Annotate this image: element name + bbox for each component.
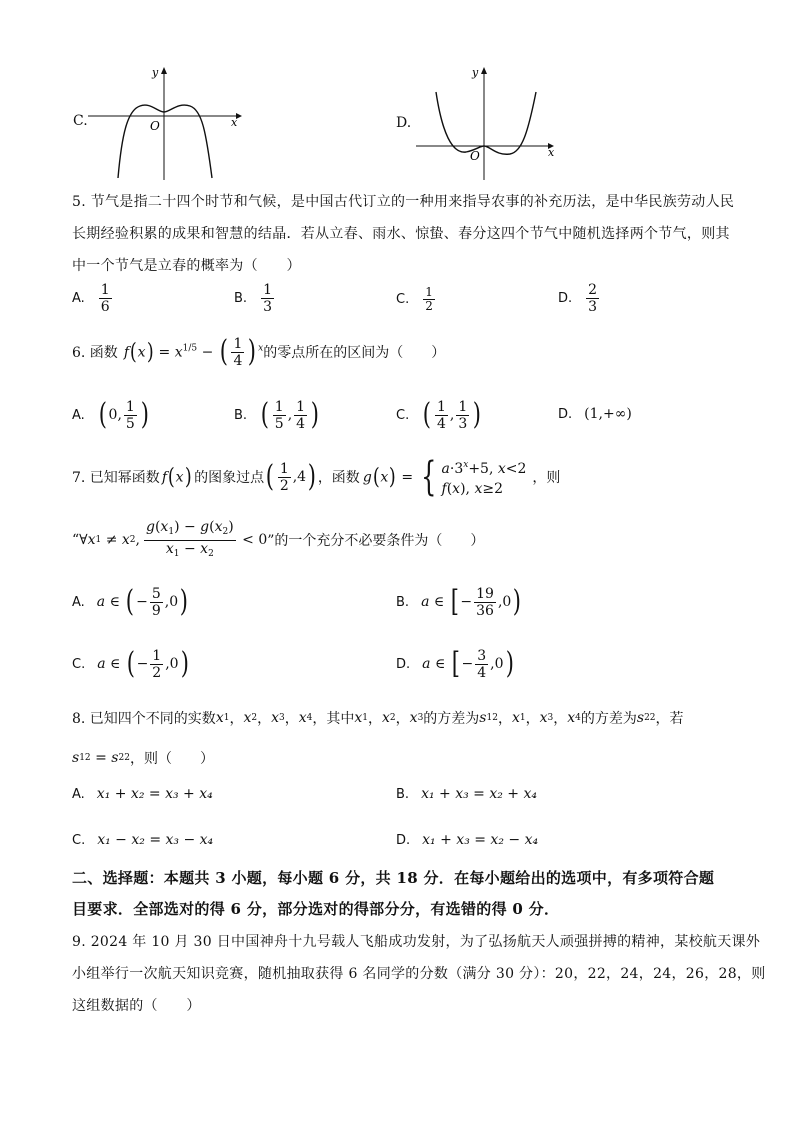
q6-option-a[interactable]: A. ( 0 , $\frac{1}{5}$ ) (72, 397, 149, 432)
q8-option-c-expr: x₁ − x₂ = x₃ − x₄ (97, 832, 214, 848)
q5-option-a[interactable] (72, 282, 114, 315)
q6-option-b-label: B. (234, 407, 248, 423)
q5-line3: 中一个节气是立春的概率为（ ） (72, 258, 301, 274)
q4c-origin-label: O (150, 119, 160, 133)
q7-option-a-label: A. (72, 594, 85, 610)
q5-line1: 5. 节气是指二十四个时节和气候，是中国古代订立的一种用来指导农事的补充历法，是中华民族劳动人民 (72, 194, 735, 210)
q7-piecewise: { $a\cdot 3^x+5$, x<2 f(x), x≥2 (421, 454, 527, 500)
q7-option-b-label: B. (396, 594, 410, 610)
q8-option-d-label: D. (396, 832, 411, 848)
q5-option-d[interactable] (558, 282, 601, 315)
q8-option-b-expr: x₁ + x₃ = x₂ + x₄ (421, 786, 537, 802)
q7-option-a[interactable]: A. a ∈ ( − $\frac{5}{9}$ ,0 ) (72, 584, 189, 619)
q6-prefix: 6. 函数 (72, 345, 118, 361)
q6-option-c[interactable]: C. ( $\frac{1}{4}$ , $\frac{1}{3}$ ) (396, 397, 482, 432)
q8-option-b-label: B. (396, 786, 410, 802)
q5-option-d-fraction: $\frac{2}{3}$ (588, 282, 598, 315)
q8-option-a[interactable] (72, 786, 213, 802)
q8-option-a-expr: x₁ + x₂ = x₃ + x₄ (96, 786, 213, 802)
q4-graph-d (414, 62, 564, 182)
q4c-y-axis-label: y (152, 66, 159, 79)
q5-option-c-fraction: $\frac{1}{2}$ (425, 285, 433, 313)
section2-line2: 目要求．全部选对的得 6 分，部分选对的得部分分，有选错的得 0 分． (72, 900, 560, 918)
q4d-origin-label: O (470, 149, 480, 163)
q6-option-b[interactable]: B. ( $\frac{1}{5}$ , $\frac{1}{4}$ ) (234, 397, 320, 432)
q5-option-a-label: A. (72, 291, 85, 306)
q6-option-a-label: A. (72, 407, 85, 423)
q7-stem-line1: 7. 已知幂函数 f(x) 的图象过点 ( $\frac{1}{2}$ ,4 ) ，函数 g(x) = { $a\cdot 3^x+5$, x<2 f(x), x≥2 ，则 (72, 454, 561, 500)
section2-line1: 二、选择题：本题共 3 小题，每小题 6 分，共 18 分．在每小题给出的选项中，有多项符合题 (72, 869, 715, 887)
q7-option-d[interactable]: D. a ∈ [ − $\frac{3}{4}$ ,0 ) (396, 646, 514, 681)
q9-line3: 这组数据的（ ） (72, 998, 201, 1014)
q7-stem-line2: “∀ x 1 ≠ x 2 , $\frac{g(x_1) - g(x_2)}{x_1 - x_2}$ < 0 ”的一个充分不必要条件为（ ） (72, 518, 485, 559)
q8-option-d[interactable] (396, 832, 538, 848)
q8-option-b[interactable] (396, 786, 537, 802)
q6-option-d-label: D. (558, 406, 573, 422)
q6-stem (72, 332, 445, 372)
q5-option-b-fraction: $\frac{1}{3}$ (263, 282, 272, 315)
q6-option-c-label: C. (396, 407, 410, 423)
q4d-x-axis-label: x (548, 146, 555, 159)
q7-option-c[interactable]: C. a ∈ ( − $\frac{1}{2}$ ,0 ) (72, 646, 189, 681)
q8-option-d-expr: x₁ + x₃ = x₂ − x₄ (422, 832, 539, 848)
q6-option-d-value: (1,+∞) (584, 406, 632, 422)
q5-option-d-label: D. (558, 291, 573, 306)
q7-option-b[interactable]: B. a ∈ [ − $\frac{19}{36}$ ,0 ) (396, 584, 522, 619)
q8-option-c-label: C. (72, 832, 86, 848)
q5-option-a-fraction: $\frac{1}{6}$ (100, 282, 110, 315)
q8-option-a-label: A. (72, 786, 85, 802)
q6-option-d[interactable] (558, 402, 632, 426)
q8-stem-line2: s 1 2 = s 2 2 ，则（ ） (72, 750, 214, 767)
q5-option-b-label: B. (234, 291, 248, 306)
q8-stem-line1: 8. 已知四个不同的实数 x 1 ， x 2 ， x 3 ， x 4 ，其中 x 1 ， x 2 ， x 3 的方差为 s 1 2 ， x 1 ， x 3 ， x 4 的方差为 s 2 2 ，若 (72, 710, 684, 727)
q4c-x-axis-label: x (231, 116, 238, 129)
q9-line2: 小组举行一次航天知识竞赛，随机抽取获得 6 名同学的分数（满分 30 分）：20，22，24，24，26，28，则 (72, 966, 766, 982)
q5-option-c-label: C. (396, 292, 410, 307)
q6-suffix: 的零点所在的区间为（ ） (263, 345, 446, 361)
q7-option-c-label: C. (72, 656, 86, 672)
q8-option-c[interactable] (72, 832, 213, 848)
q5-option-b[interactable] (234, 282, 276, 315)
q7-option-d-label: D. (396, 656, 411, 672)
q4d-y-axis-label: y (472, 66, 479, 79)
q4-option-d-label: D. (396, 115, 412, 131)
q6-function: $f(x) = x^{1/5}$ − ( $\frac{1}{4}$ ) $^x$ (123, 334, 264, 369)
q4-graph-c (88, 62, 248, 182)
q4-option-c-label: C. (73, 113, 88, 129)
q9-line1: 9. 2024 年 10 月 30 日中国神舟十九号载人飞船成功发射，为了弘扬航天人顽强拼搏的精神，某校航天课外 (72, 934, 761, 950)
q5-option-c[interactable] (396, 286, 437, 313)
q5-line2: 长期经验积累的成果和智慧的结晶．若从立春、雨水、惊蛰、春分这四个节气中随机选择两个节气，则其 (72, 226, 730, 242)
